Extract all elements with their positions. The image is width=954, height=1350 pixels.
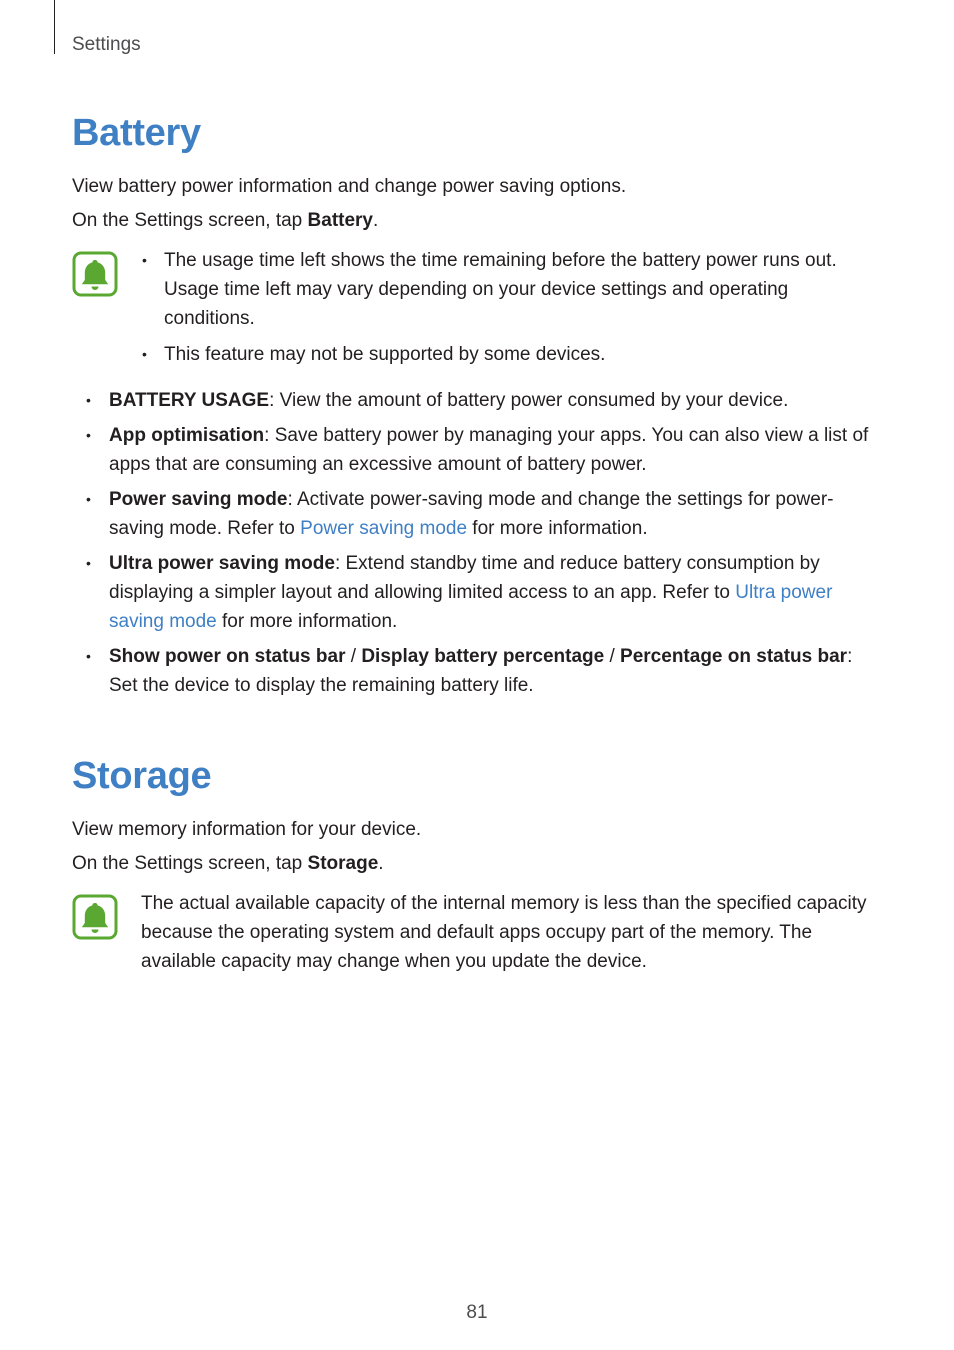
storage-tap-instruction: On the Settings screen, tap Storage. [72,853,384,874]
list-item: • App optimisation: Save battery power by managing your apps. You can also view a list of apps that are consuming an excessive amount of battery power. [86,421,886,479]
battery-tap-instruction: On the Settings screen, tap Battery. [72,210,379,231]
header-rule [54,0,55,54]
running-head: Settings [72,34,141,55]
note-bell-icon [72,251,118,297]
list-item: • BATTERY USAGE: View the amount of battery power consumed by your device. [86,386,886,415]
battery-options-list [86,386,886,706]
ultra-power-saving-mode-link[interactable]: Ultra power saving mode [109,582,833,632]
battery-tap-target: Battery [307,210,374,231]
list-item: • Show power on status bar / Display battery percentage / Percentage on status bar: Set the device to display the remaining battery life. [86,642,886,700]
battery-intro: View battery power information and change power saving options. [72,176,627,197]
battery-title: Battery [72,112,201,154]
storage-intro: View memory information for your device. [72,819,422,840]
note-bell-icon [72,894,118,940]
storage-note: The actual available capacity of the internal memory is less than the specified capacity because the operating system and default apps occupy part of the memory. The available capacity may change when you update the device. [141,893,867,972]
list-item: • Power saving mode: Activate power-saving mode and change the settings for power-saving mode. Refer to Power saving mode for more information. [86,485,886,543]
page-number: 81 [466,1302,488,1323]
battery-note-item: • The usage time left shows the time remaining before the battery power runs out. Usage time left may vary depending on your device settings and operating conditions. [142,246,882,333]
power-saving-mode-link[interactable]: Power saving mode [300,518,468,539]
battery-note-item: • This feature may not be supported by some devices. [142,340,882,369]
battery-note-list [142,246,882,376]
list-item: • Ultra power saving mode: Extend standby time and reduce battery consumption by displaying a simpler layout and allowing limited access to an app. Refer to Ultra power saving mode for more information. [86,549,886,636]
storage-tap-target: Storage [307,853,379,874]
storage-title: Storage [72,755,212,797]
